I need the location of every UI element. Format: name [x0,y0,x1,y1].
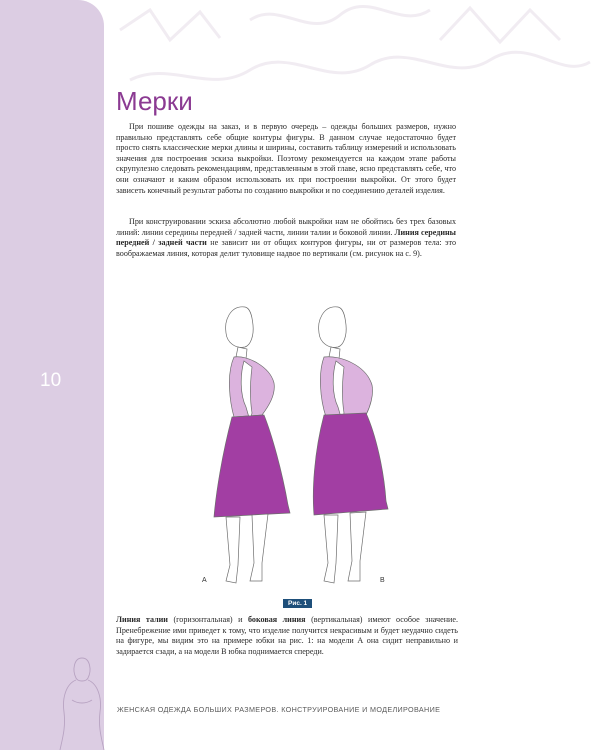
page-footer: ЖЕНСКАЯ ОДЕЖДА БОЛЬШИХ РАЗМЕРОВ. КОНСТРУИРОВАНИЕ И МОДЕЛИРОВАНИЕ [117,705,441,714]
paragraph-text: При конструировании эскиза абсолютно любой выкройки нам не обойтись без трех базовых линий: линии середины передней / задней части, линии талии и боковой линии. [116,217,456,237]
paragraph-text: не зависит ни от общих контуров фигуры, ни от размеров тела: это воображаемая линия, которая делит туловище надвое по вертикали (см. рисунок на с. 9). [116,238,456,258]
figure-b-woman [313,307,388,583]
paragraph-text: (вертикальная) имеют особое значение. Пренебрежение ими приведет к тому, что изделие получится некрасивым и будет неудачно сидеть на фигуре, мы видим это на примере юбки на рис. 1: на модели А она сидит неправильно и задирается сзади, а на модели В юбка поднимается спереди. [116,615,459,656]
paragraph-bold-term: боковая линия [247,615,306,624]
page-title: Мерки [116,86,193,116]
paragraph-text: (горизонтальная) и [167,615,248,624]
paragraph-base-lines [116,217,456,259]
page-number: 10 [40,370,62,391]
figure-a-woman [214,307,290,583]
figure-illustration [190,295,420,600]
figure-caption: Рис. 1 [283,599,312,608]
sidebar-figure-sketch-icon [52,650,112,750]
paragraph-intro: При пошиве одежды на заказ, и в первую очередь – одежды больших размеров, нужно правильно представлять себе общие контуры фигуры. В данном случае недостаточно будет просто снять классические мерки длины и ширины, составить таблицу измерений и использовать значения для построения эскиза выкройки. Поэтому рекомендуется на каждом этапе работы скрупулезно следовать рекомендациям, представленным в этой главе, ясно представлять себе, что они означают и каким образом использовать их при построении выкройки. От этого будет зависеть конечный результат работы по созданию выкройки и по соединению деталей изделия. [116,122,456,195]
paragraph-bold-term: Линия середины передней / задней части [116,227,456,248]
figure-label-b: B [380,577,385,584]
figure-label-a: A [202,577,207,584]
paragraph-waist-side-lines [116,615,458,657]
paragraph-bold-term: Линия талии [116,615,168,624]
